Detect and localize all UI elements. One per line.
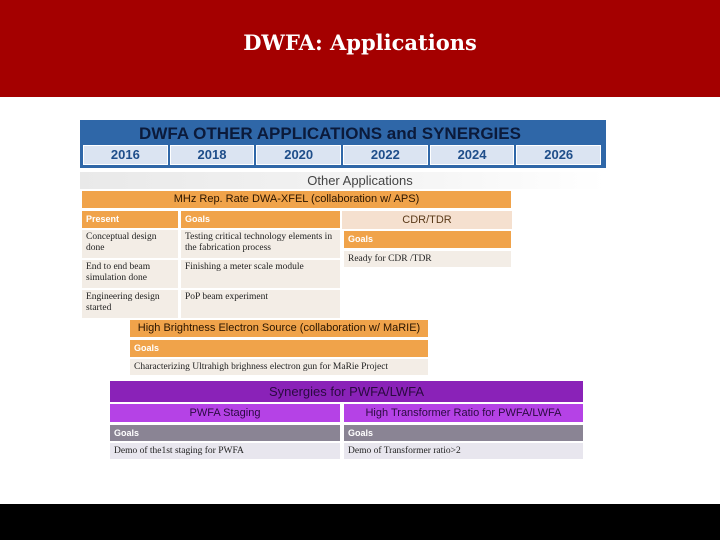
xfel-present-cell: Engineering design started: [82, 290, 178, 318]
slide-title: DWFA: Applications: [243, 30, 477, 55]
roadmap-figure: [80, 120, 606, 462]
cdr-header: CDR/TDR: [342, 211, 512, 229]
footer-band: [0, 504, 720, 540]
year-cell: 2020: [256, 145, 341, 165]
xfel-present-cell: End to end beam simulation done: [82, 260, 178, 288]
staging-header: PWFA Staging: [110, 404, 340, 422]
cdr-goals-label: Goals: [344, 231, 511, 248]
staging-goals-label: Goals: [110, 425, 340, 441]
year-cell: 2024: [430, 145, 515, 165]
other-applications-title: Other Applications: [307, 173, 413, 188]
roadmap-header-title: DWFA OTHER APPLICATIONS and SYNERGIES: [139, 124, 521, 143]
source-header: High Brightness Electron Source (collaboration w/ MaRIE): [130, 320, 428, 337]
xfel-header: MHz Rep. Rate DWA-XFEL (collaboration w/ APS): [82, 191, 511, 208]
year-cell: 2022: [343, 145, 428, 165]
xfel-goal-cell: PoP beam experiment: [181, 290, 340, 318]
ratio-goals-label: Goals: [344, 425, 583, 441]
cdr-goal-cell: Ready for CDR /TDR: [344, 251, 511, 267]
staging-goal-cell: Demo of the1st staging for PWFA: [110, 443, 340, 459]
xfel-goal-cell: Finishing a meter scale module: [181, 260, 340, 288]
year-cell: 2016: [83, 145, 168, 165]
source-goal-cell: Characterizing Ultrahigh brighness electron gun for MaRie Project: [130, 359, 428, 375]
xfel-present-label: Present: [82, 211, 178, 228]
xfel-goals-label: Goals: [181, 211, 340, 228]
xfel-present-cell: Conceptual design done: [82, 230, 178, 258]
synergies-header: Synergies for PWFA/LWFA: [110, 381, 583, 402]
year-cell: 2026: [516, 145, 601, 165]
xfel-goal-cell: Testing critical technology elements in the fabrication process: [181, 230, 340, 258]
ratio-goal-cell: Demo of Transformer ratio>2: [344, 443, 583, 459]
year-row: [82, 145, 602, 165]
source-goals-label: Goals: [130, 340, 428, 357]
ratio-header: High Transformer Ratio for PWFA/LWFA: [344, 404, 583, 422]
year-cell: 2018: [170, 145, 255, 165]
